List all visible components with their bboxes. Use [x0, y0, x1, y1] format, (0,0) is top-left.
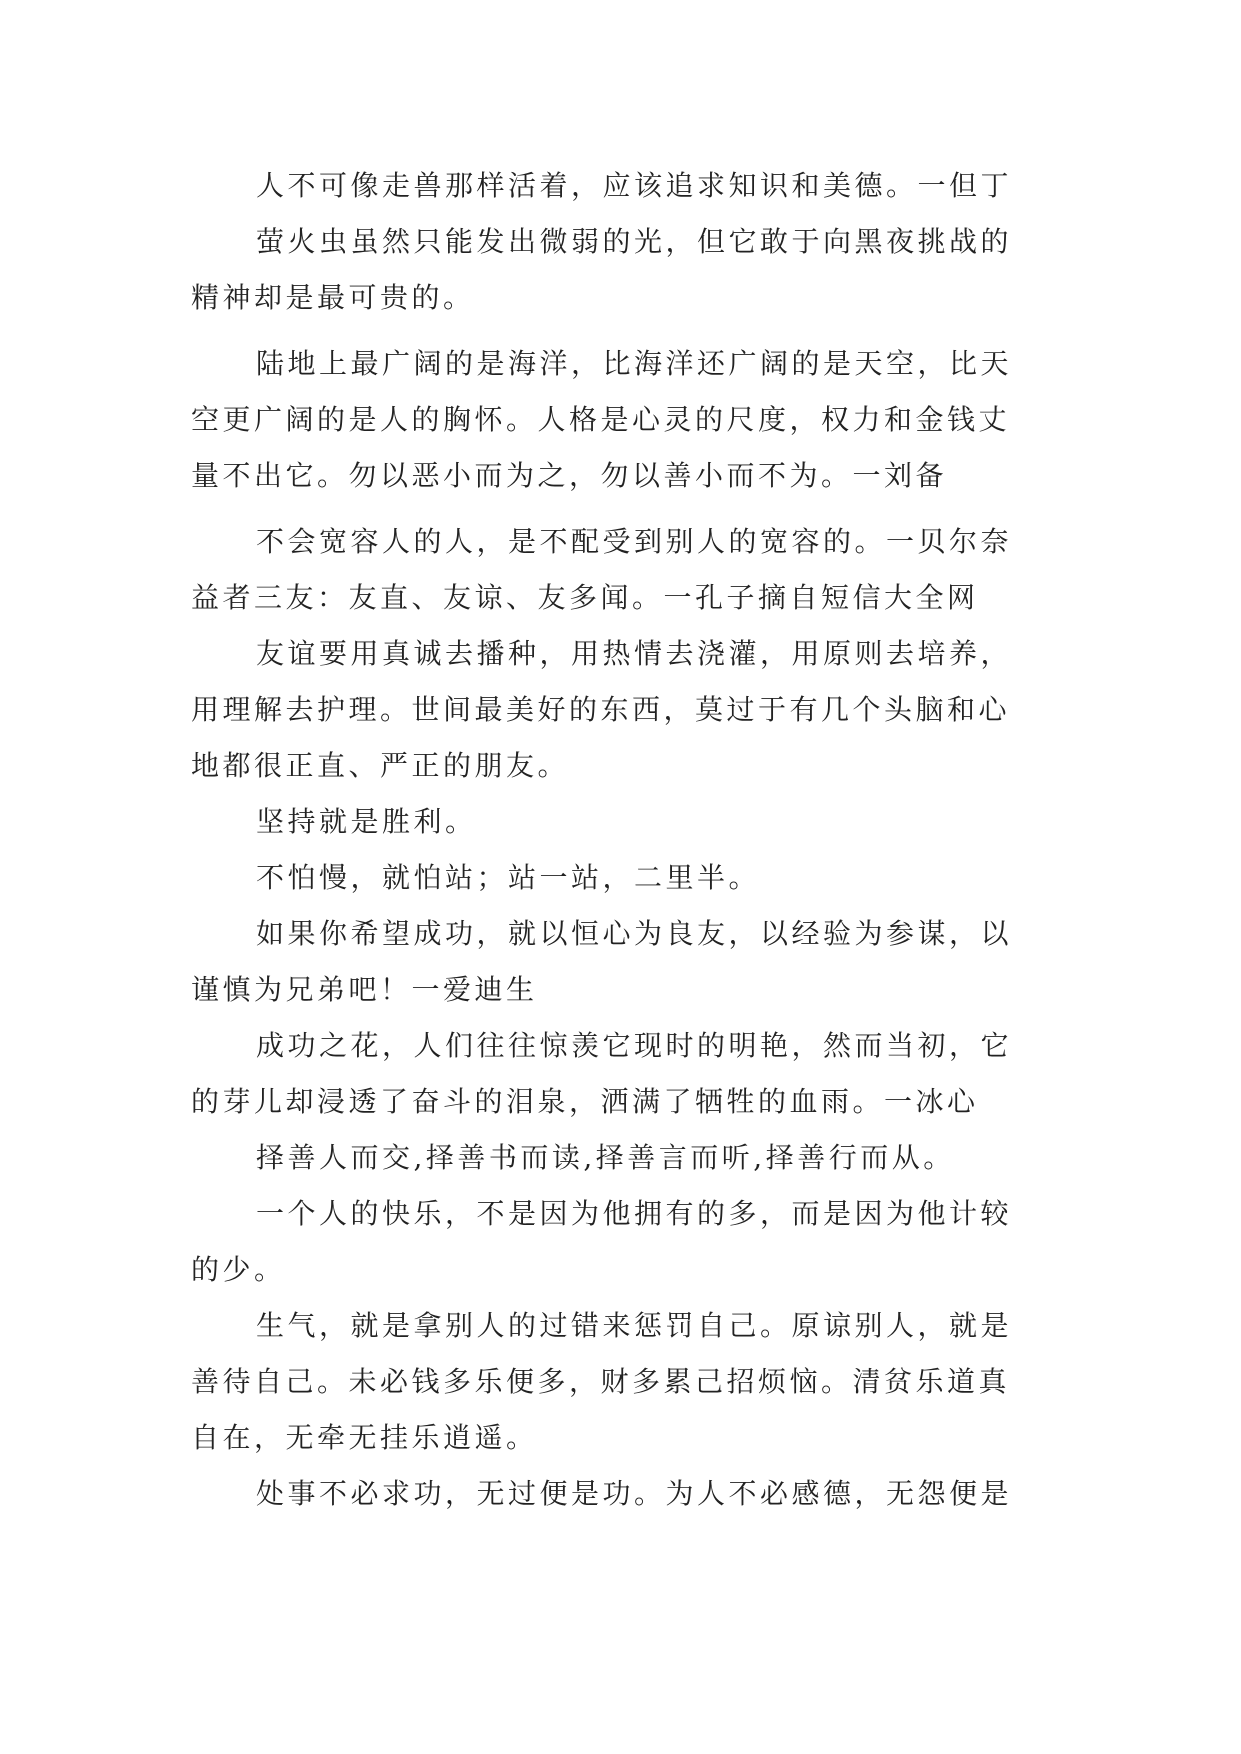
text-line: 处事不必求功，无过便是功。为人不必感德，无怨便是: [256, 1477, 1013, 1510]
text-line: 人不可像走兽那样活着，应该追求知识和美德。一但丁: [256, 169, 1013, 202]
document-body: [191, 158, 1071, 1522]
text-line: 友谊要用真诚去播种，用热情去浇灌，用原则去培养，: [256, 637, 1013, 670]
paragraph-spacer: [191, 326, 1071, 336]
text-line: 的少。: [191, 1253, 286, 1286]
paragraph: [191, 1018, 1071, 1130]
text-line: 用理解去护理。世间最美好的东西，莫过于有几个头脑和心: [191, 693, 1011, 726]
paragraph: [191, 906, 1071, 1018]
text-line: 地都很正直、严正的朋友。: [191, 749, 570, 782]
text-line: 自在，无牵无挂乐逍遥。: [191, 1421, 538, 1454]
text-line: 善待自己。未必钱多乐便多，财多累己招烦恼。清贫乐道真: [191, 1365, 1011, 1398]
paragraph: [191, 1298, 1071, 1466]
text-line: 空更广阔的是人的胸怀。人格是心灵的尺度，权力和金钱丈: [191, 403, 1011, 436]
text-line: 益者三友：友直、友谅、友多闻。一孔子摘自短信大全网: [191, 581, 979, 614]
paragraph: [191, 850, 1071, 906]
paragraph-spacer: [191, 504, 1071, 514]
text-line: 不怕慢，就怕站；站一站，二里半。: [256, 861, 761, 894]
text-line: 量不出它。勿以恶小而为之，勿以善小而不为。一刘备: [191, 459, 948, 492]
paragraph: [191, 1466, 1071, 1522]
paragraph: [191, 336, 1071, 504]
paragraph: [191, 514, 1071, 626]
text-line: 坚持就是胜利。: [256, 805, 477, 838]
text-line: 不会宽容人的人，是不配受到别人的宽容的。一贝尔奈: [256, 525, 1013, 558]
text-line: 如果你希望成功，就以恒心为良友，以经验为参谋，以: [256, 917, 1013, 950]
text-line: 精神却是最可贵的。: [191, 281, 475, 314]
paragraph: [191, 626, 1071, 794]
text-line: 成功之花，人们往往惊羡它现时的明艳，然而当初，它: [256, 1029, 1013, 1062]
text-line: 择善人而交,择善书而读,择善言而听,择善行而从。: [256, 1141, 955, 1174]
text-line: 萤火虫虽然只能发出微弱的光，但它敢于向黑夜挑战的: [256, 225, 1013, 258]
paragraph: [191, 794, 1071, 850]
text-line: 一个人的快乐，不是因为他拥有的多，而是因为他计较: [256, 1197, 1013, 1230]
paragraph: [191, 158, 1071, 214]
text-line: 生气，就是拿别人的过错来惩罚自己。原谅别人，就是: [256, 1309, 1013, 1342]
paragraph: [191, 214, 1071, 326]
paragraph: [191, 1186, 1071, 1298]
text-line: 陆地上最广阔的是海洋，比海洋还广阔的是天空，比天: [256, 347, 1013, 380]
paragraph: [191, 1130, 1071, 1186]
text-line: 谨慎为兄弟吧！一爱迪生: [191, 973, 538, 1006]
text-line: 的芽儿却浸透了奋斗的泪泉，洒满了牺牲的血雨。一冰心: [191, 1085, 979, 1118]
